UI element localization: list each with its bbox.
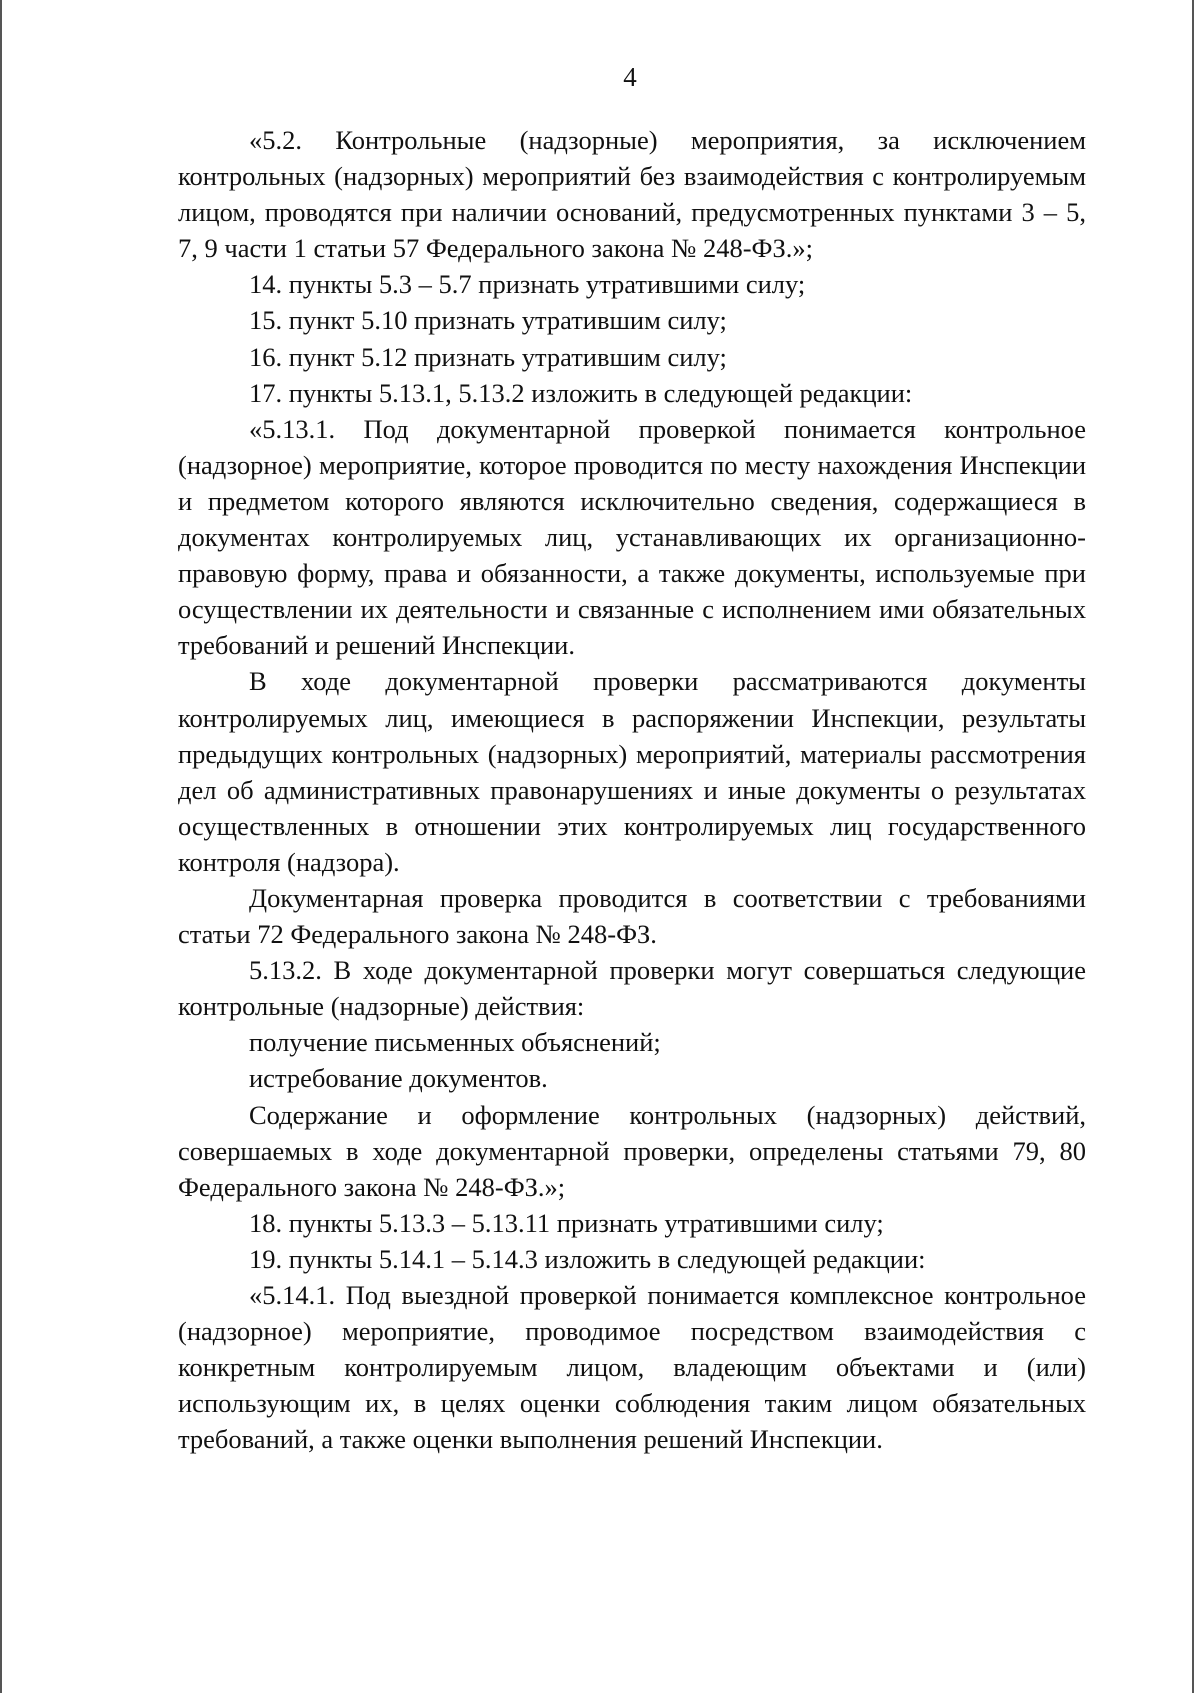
paragraph-item-16: 16. пункт 5.12 признать утратившим силу; xyxy=(249,341,727,372)
paragraph-5-2: «5.2. Контрольные (надзорные) мероприятия, за исключением контрольных (надзорных) мероприятий без взаимодействия с контролируемым лицом, проводятся при наличии оснований, предусмотренных пунктами 3 – 5, 7, 9 части 1 статьи 57 Федерального закона № 248-ФЗ.»; xyxy=(178,125,1086,264)
paragraph-item-15: 15. пункт 5.10 признать утратившим силу; xyxy=(249,305,727,336)
paragraph-content-actions: Содержание и оформление контрольных (надзорных) действий, совершаемых в ходе документарной проверки, определены статьями 79, 80 Федерального закона № 248-ФЗ.»; xyxy=(178,1099,1086,1202)
paragraph-item-17: 17. пункты 5.13.1, 5.13.2 изложить в следующей редакции: xyxy=(249,377,913,408)
paragraph-item-14: 14. пункты 5.3 – 5.7 признать утратившими силу; xyxy=(249,269,806,300)
page-number: 4 xyxy=(623,62,637,92)
paragraph-5-13-1: «5.13.1. Под документарной проверкой понимается контрольное (надзорное) мероприятие, которое проводится по месту нахождения Инспекции и предметом которого являются исключительно сведения, содержащиеся в документах контролируемых лиц, устанавливающих их организационно-правовую форму, права и обязанности, а также документы, используемые при осуществлении их деятельности и связанные с исполнением ими обязательных требований и решений Инспекции. xyxy=(178,413,1086,661)
paragraph-review-docs: В ходе документарной проверки рассматриваются документы контролируемых лиц, имеющиеся в распоряжении Инспекции, результаты предыдущих контрольных (надзорных) мероприятий, материалы рассмотрения дел об административных правонарушениях и иные документы о результатах осуществленных в отношении этих контролируемых лиц государственного контроля (надзора). xyxy=(178,666,1086,877)
paragraph-5-13-2: 5.13.2. В ходе документарной проверки могут совершаться следующие контрольные (надзорные) действия: xyxy=(178,955,1086,1022)
document-body xyxy=(178,122,1086,1457)
paragraph-article-72: Документарная проверка проводится в соответствии с требованиями статьи 72 Федерального закона № 248-ФЗ. xyxy=(178,882,1086,950)
paragraph-explanations: получение письменных объяснений; xyxy=(249,1027,661,1058)
paragraph-item-19: 19. пункты 5.14.1 – 5.14.3 изложить в следующей редакции: xyxy=(249,1243,926,1274)
paragraph-5-14-1: «5.14.1. Под выездной проверкой понимается комплексное контрольное (надзорное) мероприятие, проводимое посредством взаимодействия с конкретным контролируемым лицом, владеющим объектами и (или) использующим их, в целях оценки соблюдения таким лицом обязательных требований, а также оценки выполнения решений Инспекции. xyxy=(178,1280,1086,1455)
paragraph-item-18: 18. пункты 5.13.3 – 5.13.11 признать утратившими силу; xyxy=(249,1207,884,1238)
scan-left-edge xyxy=(0,0,2,1693)
paragraph-documents-request: истребование документов. xyxy=(249,1063,548,1094)
scan-right-edge xyxy=(1192,0,1194,1693)
